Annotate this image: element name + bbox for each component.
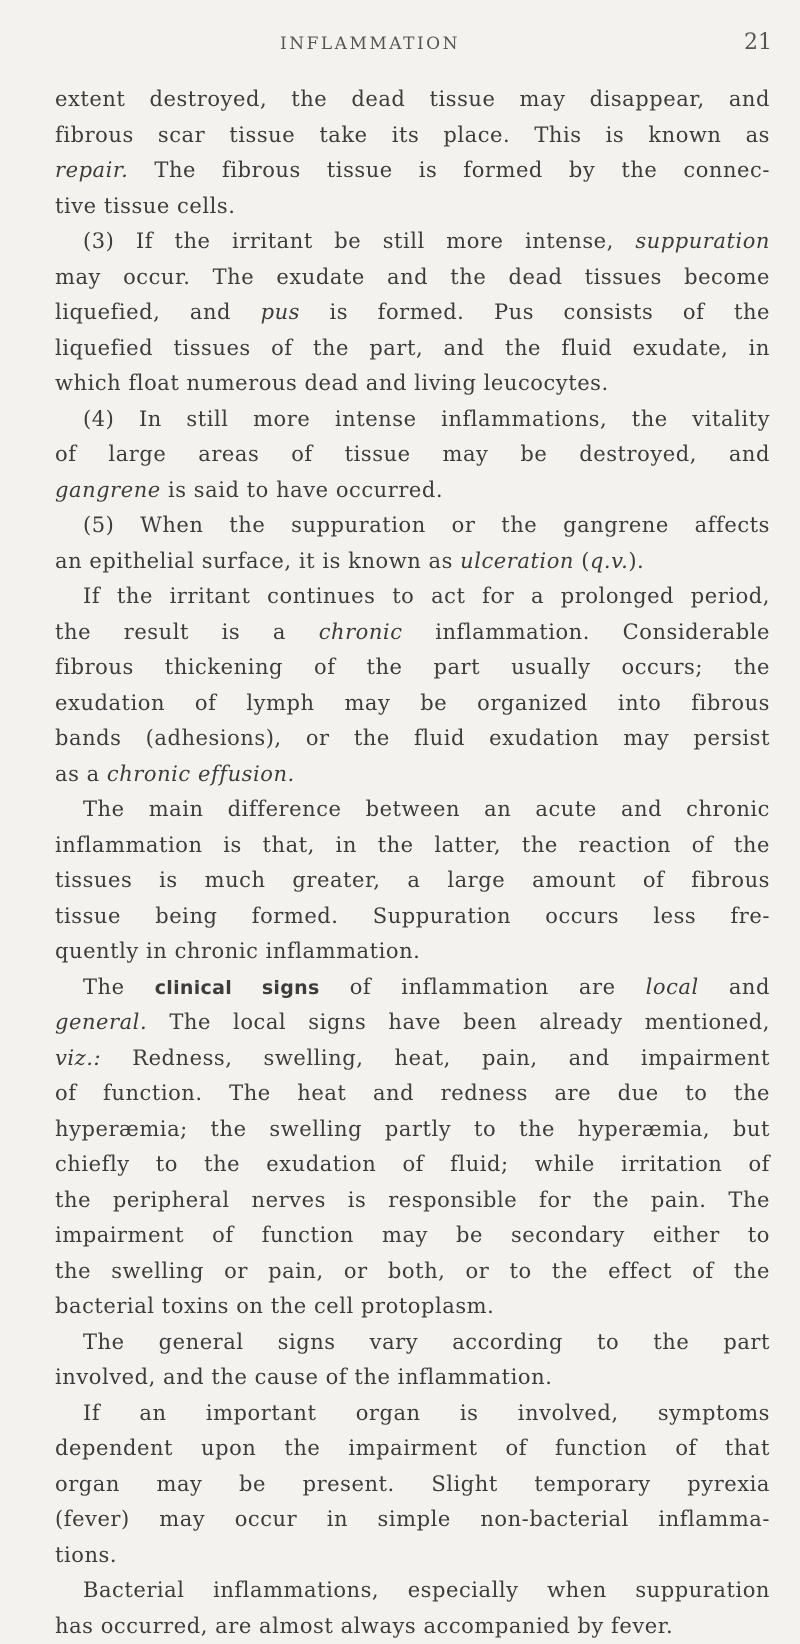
text-line	[55, 934, 770, 970]
text-run: The fibrous tissue is formed by the connec-	[128, 158, 770, 182]
text-line	[55, 544, 770, 580]
italic-term: repair.	[55, 158, 128, 182]
text-run: The local signs have been already mentioned,	[147, 1010, 770, 1034]
text-run: chiefly to the exudation of fluid; while irritation of	[55, 1152, 770, 1176]
text-line	[55, 1431, 770, 1467]
text-run: fibrous thickening of the part usually occurs; the	[55, 655, 770, 679]
text-line	[55, 615, 770, 651]
text-line	[55, 757, 770, 793]
text-line	[55, 1112, 770, 1148]
text-line	[55, 366, 770, 402]
text-run: as a	[55, 762, 107, 786]
text-line	[55, 437, 770, 473]
text-run: hyperæmia; the swelling partly to the hyperæmia, but	[55, 1117, 770, 1141]
text-run: tions.	[55, 1543, 117, 1567]
text-line	[55, 153, 770, 189]
text-run: inflammation. Considerable	[403, 620, 770, 644]
text-run: tissue being formed. Suppuration occurs less fre-	[55, 904, 770, 928]
italic-term: chronic	[319, 620, 403, 644]
italic-term: gangrene	[55, 478, 161, 502]
text-line	[55, 1254, 770, 1290]
text-run: If an important organ is involved, symptoms	[83, 1401, 770, 1425]
text-line	[55, 686, 770, 722]
text-line	[55, 1396, 770, 1432]
text-run: The main difference between an acute and chronic	[83, 797, 770, 821]
text-line	[55, 1005, 770, 1041]
text-line	[55, 473, 770, 509]
text-line	[55, 82, 770, 118]
text-run: which float numerous dead and living leucocytes.	[55, 371, 609, 395]
text-line	[55, 1502, 770, 1538]
text-run: inflammation is that, in the latter, the reaction of the	[55, 833, 770, 857]
text-run: extent destroyed, the dead tissue may disappear, and	[55, 87, 770, 111]
text-line	[55, 1467, 770, 1503]
text-run: The general signs vary according to the part	[83, 1330, 770, 1354]
text-run: (3) If the irritant be still more intense,	[83, 229, 635, 253]
text-run: is said to have occurred.	[161, 478, 443, 502]
text-run: dependent upon the impairment of function of that	[55, 1436, 770, 1460]
italic-term: viz.:	[55, 1046, 101, 1070]
text-run: is formed. Pus consists of the	[300, 300, 770, 324]
text-line	[55, 1183, 770, 1219]
text-run: of inflammation are	[320, 975, 646, 999]
text-run: If the irritant continues to act for a prolonged period,	[83, 584, 770, 608]
text-run: an epithelial surface, it is known as	[55, 549, 460, 573]
text-run: ).	[628, 549, 644, 573]
text-run: and	[699, 975, 770, 999]
text-line	[55, 899, 770, 935]
text-run: the peripheral nerves is responsible for the pain. The	[55, 1188, 770, 1212]
text-run: the swelling or pain, or both, or to the effect of the	[55, 1259, 770, 1283]
text-run: bands (adhesions), or the fluid exudation may persist	[55, 726, 770, 750]
text-line	[55, 260, 770, 296]
text-run: organ may be present. Slight temporary pyrexia	[55, 1472, 770, 1496]
italic-term: q.v.	[590, 549, 628, 573]
text-run: exudation of lymph may be organized into fibrous	[55, 691, 770, 715]
text-run: (5) When the suppuration or the gangrene affects	[83, 513, 770, 537]
text-line	[55, 1289, 770, 1325]
text-line	[55, 508, 770, 544]
italic-term: suppuration	[635, 229, 770, 253]
text-line	[55, 189, 770, 225]
text-line	[55, 650, 770, 686]
text-line	[55, 1609, 770, 1644]
text-run: Redness, swelling, heat, pain, and impairment	[101, 1046, 770, 1070]
text-run: the result is a	[55, 620, 319, 644]
text-line	[55, 970, 770, 1006]
italic-term: pus	[261, 300, 300, 324]
text-run: tissues is much greater, a large amount of fibrous	[55, 868, 770, 892]
text-line	[55, 295, 770, 331]
text-run: may occur. The exudate and the dead tissues become	[55, 265, 770, 289]
text-run: has occurred, are almost always accompanied by fever.	[55, 1614, 673, 1638]
text-run: The	[83, 975, 155, 999]
text-line	[55, 1147, 770, 1183]
italic-term: ulceration	[460, 549, 574, 573]
text-line	[55, 402, 770, 438]
text-run: liquefied, and	[55, 300, 261, 324]
text-run: of large areas of tissue may be destroyed, and	[55, 442, 770, 466]
text-line	[55, 721, 770, 757]
text-run: bacterial toxins on the cell protoplasm.	[55, 1294, 494, 1318]
text-line	[55, 118, 770, 154]
text-line	[55, 792, 770, 828]
text-line	[55, 1041, 770, 1077]
italic-term: local	[646, 975, 699, 999]
text-run: liquefied tissues of the part, and the fluid exudate, in	[55, 336, 770, 360]
text-run: tive tissue cells.	[55, 194, 235, 218]
text-line	[55, 1538, 770, 1574]
text-line	[55, 1325, 770, 1361]
text-line	[55, 1076, 770, 1112]
text-line	[55, 1218, 770, 1254]
text-line	[55, 1360, 770, 1396]
text-run: fibrous scar tissue take its place. This is known as	[55, 123, 770, 147]
text-run: (fever) may occur in simple non-bacterial inflamma-	[55, 1507, 770, 1531]
text-line	[55, 863, 770, 899]
text-run: (	[574, 549, 590, 573]
text-line	[55, 828, 770, 864]
text-line	[55, 224, 770, 260]
text-run: quently in chronic inflammation.	[55, 939, 420, 963]
text-run: Bacterial inflammations, especially when suppuration	[83, 1578, 770, 1602]
italic-term: chronic effusion.	[107, 762, 295, 786]
bold-term: clinical signs	[155, 977, 320, 999]
running-head	[0, 34, 800, 58]
italic-term: general.	[55, 1010, 147, 1034]
text-line	[55, 331, 770, 367]
text-run: (4) In still more intense inflammations, the vitality	[83, 407, 770, 431]
running-title: INFLAMMATION	[280, 34, 460, 54]
text-line	[55, 1573, 770, 1609]
text-line	[55, 579, 770, 615]
page-number: 21	[744, 30, 772, 55]
text-run: impairment of function may be secondary either to	[55, 1223, 770, 1247]
text-run: of function. The heat and redness are due to the	[55, 1081, 770, 1105]
body-text	[55, 82, 770, 1644]
text-run: involved, and the cause of the inflammation.	[55, 1365, 552, 1389]
